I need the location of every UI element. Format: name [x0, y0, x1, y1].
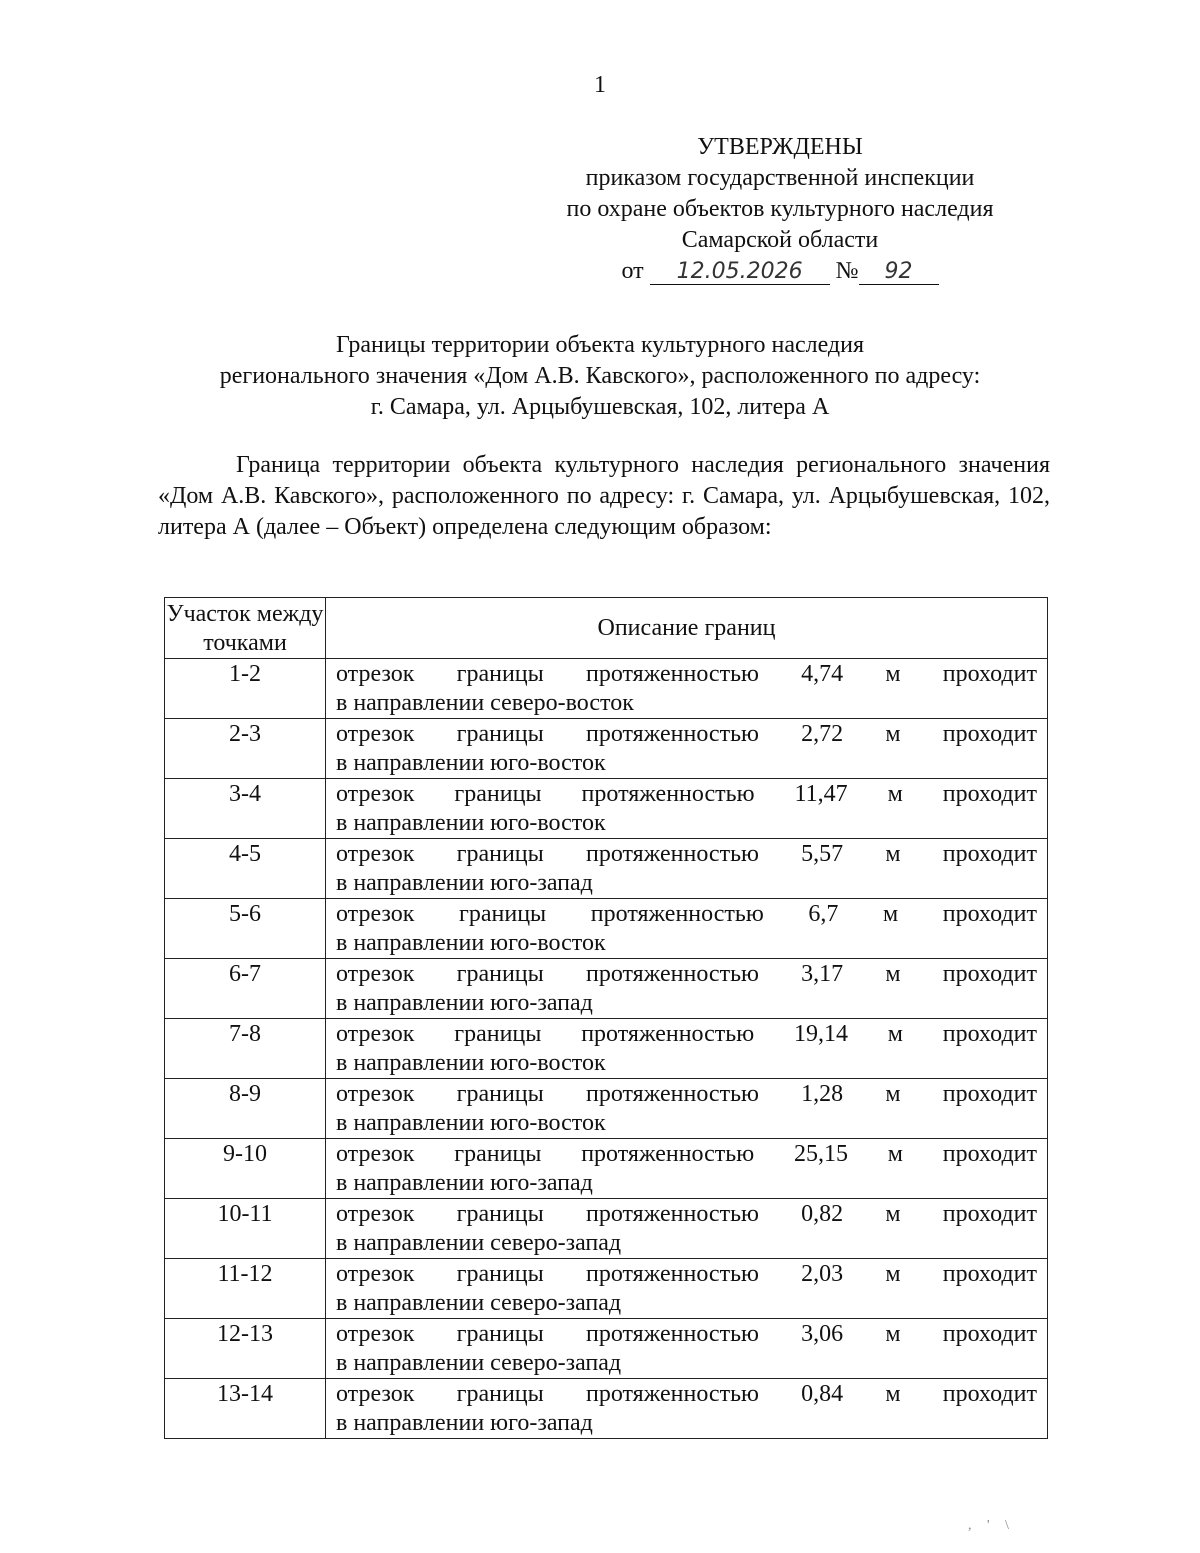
word-segment: отрезок	[336, 781, 415, 807]
direction-text: в направлении юго-запад	[336, 1170, 593, 1196]
header-segment: Участок между точками	[165, 598, 326, 659]
description-first-line	[336, 720, 1037, 749]
word-passes: проходит	[942, 1201, 1037, 1227]
segment-cell: 9-10	[165, 1139, 326, 1199]
table-row	[165, 839, 1048, 899]
length-unit: м	[885, 961, 901, 987]
word-length: протяженностью	[585, 661, 759, 687]
table-row	[165, 1379, 1048, 1439]
description-cell	[326, 1139, 1048, 1199]
direction-text: в направлении северо-запад	[336, 1350, 622, 1376]
word-segment: отрезок	[336, 961, 415, 987]
word-boundary: границы	[456, 721, 544, 747]
word-length: протяженностью	[585, 961, 759, 987]
table-row	[165, 1139, 1048, 1199]
direction-text: в направлении северо-запад	[336, 1230, 622, 1256]
description-cell	[326, 839, 1048, 899]
length-value: 19,14	[793, 1021, 848, 1047]
segment-cell: 10-11	[165, 1199, 326, 1259]
table-row	[165, 1019, 1048, 1079]
word-segment: отрезок	[336, 1081, 415, 1107]
segment-cell: 1-2	[165, 659, 326, 719]
approval-line-3: Самарской области	[681, 227, 879, 253]
word-boundary: границы	[456, 1381, 544, 1407]
segment-cell: 12-13	[165, 1319, 326, 1379]
description-cell	[326, 899, 1048, 959]
word-length: протяженностью	[585, 721, 759, 747]
description-cell	[326, 659, 1048, 719]
direction-text: в направлении северо-запад	[336, 1290, 622, 1316]
description-first-line	[336, 1020, 1037, 1049]
table-row	[165, 899, 1048, 959]
description-first-line	[336, 900, 1037, 929]
description-cell	[326, 1379, 1048, 1439]
word-segment: отрезок	[336, 1021, 415, 1047]
page-number: 1	[594, 72, 606, 98]
description-first-line	[336, 1260, 1037, 1289]
segment-cell: 4-5	[165, 839, 326, 899]
word-segment: отрезок	[336, 901, 415, 927]
word-segment: отрезок	[336, 1381, 415, 1407]
word-passes: проходит	[942, 721, 1037, 747]
approval-heading: УТВЕРЖДЕНЫ	[697, 134, 863, 160]
boundaries-table	[164, 597, 1048, 1439]
title-line-1: Границы территории объекта культурного наследия	[335, 332, 865, 358]
length-value: 1,28	[801, 1081, 844, 1107]
title-line-3: г. Самара, ул. Арцыбушевская, 102, литера А	[370, 394, 830, 420]
length-unit: м	[885, 1081, 901, 1107]
length-unit: м	[887, 1021, 903, 1047]
number-value: 92	[859, 260, 939, 285]
direction-text: в направлении юго-восток	[336, 810, 606, 836]
table-row	[165, 719, 1048, 779]
word-length: протяженностью	[585, 1081, 759, 1107]
word-passes: проходит	[942, 781, 1037, 807]
document-title	[150, 330, 1050, 423]
word-boundary: границы	[456, 661, 544, 687]
segment-cell: 5-6	[165, 899, 326, 959]
date-value: 12.05.2026	[650, 260, 830, 285]
word-passes: проходит	[942, 661, 1037, 687]
approval-line-2: по охране объектов культурного наследия	[566, 196, 994, 222]
word-segment: отрезок	[336, 1321, 415, 1347]
word-length: протяженностью	[590, 901, 764, 927]
word-segment: отрезок	[336, 1141, 415, 1167]
direction-text: в направлении северо-восток	[336, 690, 634, 716]
direction-text: в направлении юго-восток	[336, 750, 606, 776]
length-unit: м	[885, 1381, 901, 1407]
segment-cell: 13-14	[165, 1379, 326, 1439]
description-first-line	[336, 1080, 1037, 1109]
description-cell	[326, 1319, 1048, 1379]
direction-text: в направлении юго-восток	[336, 1110, 606, 1136]
length-unit: м	[887, 781, 903, 807]
word-length: протяженностью	[581, 1141, 755, 1167]
word-segment: отрезок	[336, 661, 415, 687]
length-value: 4,74	[801, 661, 844, 687]
table-row	[165, 1259, 1048, 1319]
word-passes: проходит	[942, 1261, 1037, 1287]
description-first-line	[336, 1380, 1037, 1409]
length-value: 11,47	[794, 781, 848, 807]
title-line-2: регионального значения «Дом А.В. Кавского», расположенного по адресу:	[219, 363, 981, 389]
length-unit: м	[885, 1261, 901, 1287]
table-row	[165, 959, 1048, 1019]
word-passes: проходит	[942, 1081, 1037, 1107]
word-segment: отрезок	[336, 1261, 415, 1287]
length-value: 2,72	[801, 721, 844, 747]
table-body	[165, 659, 1048, 1439]
description-cell	[326, 719, 1048, 779]
description-first-line	[336, 1200, 1037, 1229]
word-length: протяженностью	[585, 841, 759, 867]
length-value: 3,17	[801, 961, 844, 987]
description-cell	[326, 1259, 1048, 1319]
word-passes: проходит	[942, 1321, 1037, 1347]
word-passes: проходит	[942, 1141, 1037, 1167]
length-unit: м	[885, 1321, 901, 1347]
length-unit: м	[885, 1201, 901, 1227]
table-header-row	[165, 598, 1048, 659]
segment-cell: 6-7	[165, 959, 326, 1019]
word-boundary: границы	[456, 1321, 544, 1347]
word-segment: отрезок	[336, 841, 415, 867]
description-first-line	[336, 960, 1037, 989]
segment-cell: 7-8	[165, 1019, 326, 1079]
intro-paragraph: Граница территории объекта культурного наследия регионального значения «Дом А.В. Кавского», расположенного по адресу: г. Самара, ул. Арцыбушевская, 102, литера А (далее – Объект) определена следующим образом:	[158, 452, 1050, 540]
length-unit: м	[882, 901, 899, 927]
segment-cell: 11-12	[165, 1259, 326, 1319]
word-boundary: границы	[454, 781, 542, 807]
length-unit: м	[885, 661, 901, 687]
description-cell	[326, 959, 1048, 1019]
approval-date-line	[530, 256, 1030, 287]
word-passes: проходит	[942, 841, 1037, 867]
word-passes: проходит	[942, 1381, 1037, 1407]
word-length: протяженностью	[581, 1021, 755, 1047]
word-length: протяженностью	[585, 1261, 759, 1287]
direction-text: в направлении юго-запад	[336, 1410, 593, 1436]
word-length: протяженностью	[585, 1201, 759, 1227]
description-cell	[326, 1079, 1048, 1139]
date-prefix: от	[621, 258, 644, 284]
header-description: Описание границ	[326, 598, 1048, 659]
length-value: 2,03	[801, 1261, 844, 1287]
number-prefix: №	[835, 258, 859, 284]
word-segment: отрезок	[336, 721, 415, 747]
table-row	[165, 779, 1048, 839]
segment-cell: 3-4	[165, 779, 326, 839]
word-length: протяженностью	[585, 1321, 759, 1347]
approval-block	[530, 132, 1030, 287]
description-first-line	[336, 840, 1037, 869]
direction-text: в направлении юго-запад	[336, 990, 593, 1016]
word-segment: отрезок	[336, 1201, 415, 1227]
direction-text: в направлении юго-восток	[336, 930, 606, 956]
length-value: 0,82	[801, 1201, 844, 1227]
word-boundary: границы	[454, 1021, 542, 1047]
description-cell	[326, 1019, 1048, 1079]
length-value: 3,06	[801, 1321, 844, 1347]
word-boundary: границы	[459, 901, 547, 927]
length-value: 25,15	[793, 1141, 848, 1167]
table-row	[165, 659, 1048, 719]
table-row	[165, 1319, 1048, 1379]
length-unit: м	[887, 1141, 903, 1167]
length-unit: м	[885, 841, 901, 867]
length-value: 6,7	[808, 901, 839, 927]
word-length: протяженностью	[585, 1381, 759, 1407]
segment-cell: 8-9	[165, 1079, 326, 1139]
direction-text: в направлении юго-запад	[336, 870, 593, 896]
table-row	[165, 1079, 1048, 1139]
word-passes: проходит	[942, 1021, 1037, 1047]
length-unit: м	[885, 721, 901, 747]
word-length: протяженностью	[581, 781, 755, 807]
length-value: 5,57	[801, 841, 844, 867]
approval-line-1: приказом государственной инспекции	[585, 165, 975, 191]
description-first-line	[336, 780, 1037, 809]
scan-marks: , ' \	[968, 1518, 1015, 1533]
word-boundary: границы	[456, 841, 544, 867]
word-boundary: границы	[456, 961, 544, 987]
table-row	[165, 1199, 1048, 1259]
description-first-line	[336, 1320, 1037, 1349]
word-boundary: границы	[456, 1261, 544, 1287]
direction-text: в направлении юго-восток	[336, 1050, 606, 1076]
description-cell	[326, 1199, 1048, 1259]
description-cell	[326, 779, 1048, 839]
description-first-line	[336, 660, 1037, 689]
word-boundary: границы	[454, 1141, 542, 1167]
word-boundary: границы	[456, 1081, 544, 1107]
word-boundary: границы	[456, 1201, 544, 1227]
length-value: 0,84	[801, 1381, 844, 1407]
segment-cell: 2-3	[165, 719, 326, 779]
word-passes: проходит	[942, 901, 1037, 927]
word-passes: проходит	[942, 961, 1037, 987]
description-first-line	[336, 1140, 1037, 1169]
